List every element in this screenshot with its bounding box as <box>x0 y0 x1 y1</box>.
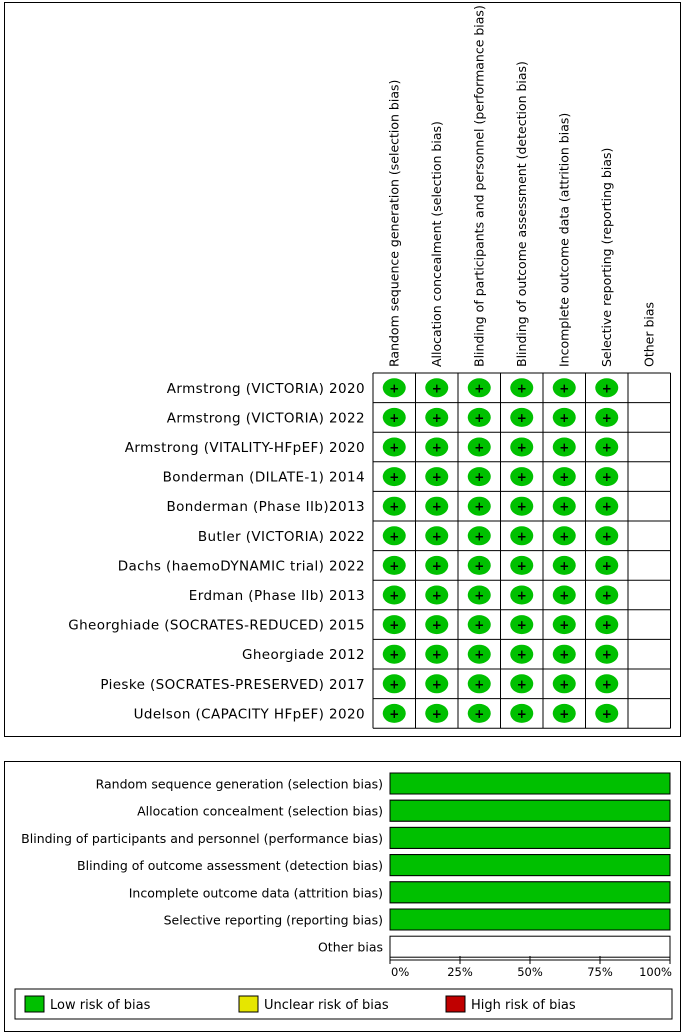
legend-label: Low risk of bias <box>50 998 151 1013</box>
legend-label: Unclear risk of bias <box>264 998 389 1013</box>
risk-cell-symbol: + <box>601 381 612 396</box>
risk-cell-symbol: + <box>389 706 400 721</box>
risk-cell-symbol: + <box>431 470 442 485</box>
bar-segment <box>390 909 670 930</box>
risk-cell-symbol: + <box>389 647 400 662</box>
risk-cell-symbol: + <box>474 588 485 603</box>
risk-cell-symbol: + <box>431 381 442 396</box>
risk-cell-symbol: + <box>601 647 612 662</box>
risk-cell-symbol: + <box>431 499 442 514</box>
risk-cell-symbol: + <box>474 470 485 485</box>
risk-cell-symbol: + <box>516 558 527 573</box>
risk-cell-symbol: + <box>601 470 612 485</box>
risk-cell-symbol: + <box>431 677 442 692</box>
study-label: Armstrong (VICTORIA) 2022 <box>166 410 365 427</box>
bar-segment <box>390 827 670 848</box>
risk-cell-symbol: + <box>516 529 527 544</box>
risk-cell-symbol: + <box>474 677 485 692</box>
legend-swatch <box>446 996 465 1012</box>
risk-cell-symbol: + <box>389 440 400 455</box>
column-header: Other bias <box>641 301 657 367</box>
risk-cell-symbol: + <box>516 647 527 662</box>
legend-swatch <box>25 996 44 1012</box>
bar-track <box>390 936 670 957</box>
risk-cell-symbol: + <box>601 677 612 692</box>
risk-cell-symbol: + <box>474 618 485 633</box>
study-label: Gheorghiade (SOCRATES-REDUCED) 2015 <box>68 617 365 634</box>
study-label: Dachs (haemoDYNAMIC trial) 2022 <box>117 558 365 575</box>
study-label: Gheorgiade 2012 <box>241 647 365 664</box>
risk-cell-symbol: + <box>389 558 400 573</box>
risk-cell-symbol: + <box>601 558 612 573</box>
bar-category-label: Blinding of participants and personnel (performance bias) <box>21 830 383 846</box>
summary-chart <box>5 3 682 738</box>
legend-label: High risk of bias <box>471 998 576 1013</box>
column-header: Incomplete outcome data (attrition bias) <box>556 112 572 367</box>
risk-cell-symbol: + <box>516 381 527 396</box>
risk-cell-symbol: + <box>474 647 485 662</box>
study-label: Butler (VICTORIA) 2022 <box>197 528 365 545</box>
risk-cell-symbol: + <box>559 558 570 573</box>
risk-cell-symbol: + <box>601 588 612 603</box>
bar-segment <box>390 882 670 903</box>
risk-cell-symbol: + <box>601 410 612 425</box>
risk-cell-symbol: + <box>516 706 527 721</box>
risk-cell-symbol: + <box>389 499 400 514</box>
risk-cell-symbol: + <box>559 618 570 633</box>
risk-cell-symbol: + <box>516 410 527 425</box>
risk-cell-symbol: + <box>431 706 442 721</box>
risk-cell-symbol: + <box>431 558 442 573</box>
risk-of-bias-graph <box>4 761 681 1032</box>
risk-cell-symbol: + <box>474 499 485 514</box>
risk-cell-symbol: + <box>474 410 485 425</box>
bar-category-label: Blinding of outcome assessment (detection bias) <box>77 858 383 874</box>
x-tick-label: 25% <box>447 965 473 979</box>
risk-cell-symbol: + <box>474 558 485 573</box>
column-header: Allocation concealment (selection bias) <box>428 121 444 367</box>
risk-cell-symbol: + <box>431 410 442 425</box>
risk-of-bias-summary <box>4 2 681 737</box>
risk-cell-symbol: + <box>474 440 485 455</box>
risk-cell-symbol: + <box>431 529 442 544</box>
risk-cell-symbol: + <box>389 529 400 544</box>
risk-cell-symbol: + <box>431 647 442 662</box>
risk-cell-symbol: + <box>559 410 570 425</box>
x-tick-label: 75% <box>587 965 613 979</box>
risk-cell-symbol: + <box>516 470 527 485</box>
bar-category-label: Incomplete outcome data (attrition bias) <box>128 885 383 901</box>
study-label: Bonderman (DILATE-1) 2014 <box>162 469 365 486</box>
bar-segment <box>390 855 670 876</box>
risk-cell-symbol: + <box>431 588 442 603</box>
x-tick-label: 0% <box>391 965 410 979</box>
study-label: Bonderman (Phase IIb)2013 <box>166 499 365 516</box>
risk-cell-symbol: + <box>601 706 612 721</box>
legend-swatch <box>239 996 258 1012</box>
risk-cell-symbol: + <box>389 381 400 396</box>
risk-cell-symbol: + <box>516 440 527 455</box>
risk-cell-symbol: + <box>431 618 442 633</box>
risk-cell-symbol: + <box>389 470 400 485</box>
risk-cell-symbol: + <box>601 529 612 544</box>
risk-cell-symbol: + <box>474 529 485 544</box>
study-label: Pieske (SOCRATES-PRESERVED) 2017 <box>100 676 365 693</box>
column-header: Random sequence generation (selection bias) <box>386 79 402 367</box>
risk-cell-symbol: + <box>389 677 400 692</box>
bar-category-label: Other bias <box>317 939 383 955</box>
risk-cell-symbol: + <box>559 647 570 662</box>
risk-cell-symbol: + <box>601 618 612 633</box>
risk-cell-symbol: + <box>559 706 570 721</box>
risk-cell-symbol: + <box>559 588 570 603</box>
risk-cell-symbol: + <box>516 499 527 514</box>
risk-cell-symbol: + <box>516 677 527 692</box>
risk-cell-symbol: + <box>559 677 570 692</box>
column-header: Blinding of participants and personnel (performance bias) <box>471 5 487 367</box>
x-tick-label: 100% <box>639 965 672 979</box>
risk-cell-symbol: + <box>559 529 570 544</box>
bar-category-label: Random sequence generation (selection bias) <box>95 776 383 792</box>
risk-cell-symbol: + <box>559 381 570 396</box>
risk-cell-symbol: + <box>474 381 485 396</box>
study-label: Armstrong (VICTORIA) 2020 <box>166 380 365 397</box>
risk-cell-symbol: + <box>389 618 400 633</box>
bar-chart <box>5 762 682 1033</box>
study-label: Udelson (CAPACITY HFpEF) 2020 <box>133 706 365 723</box>
risk-cell-symbol: + <box>389 588 400 603</box>
study-label: Erdman (Phase IIb) 2013 <box>188 588 365 604</box>
risk-cell-symbol: + <box>601 499 612 514</box>
risk-cell-symbol: + <box>516 618 527 633</box>
column-header: Selective reporting (reporting bias) <box>598 147 614 367</box>
bar-category-label: Selective reporting (reporting bias) <box>163 912 383 928</box>
risk-cell-symbol: + <box>431 440 442 455</box>
risk-cell-symbol: + <box>559 440 570 455</box>
bar-segment <box>390 800 670 821</box>
column-header: Blinding of outcome assessment (detection bias) <box>513 61 529 367</box>
risk-cell-symbol: + <box>474 706 485 721</box>
risk-cell-symbol: + <box>516 588 527 603</box>
risk-cell-symbol: + <box>601 440 612 455</box>
bar-category-label: Allocation concealment (selection bias) <box>137 803 383 819</box>
x-tick-label: 50% <box>517 965 543 979</box>
risk-cell-symbol: + <box>559 499 570 514</box>
risk-cell-symbol: + <box>389 410 400 425</box>
study-label: Armstrong (VITALITY-HFpEF) 2020 <box>124 440 365 456</box>
bar-segment <box>390 773 670 794</box>
risk-cell-symbol: + <box>559 470 570 485</box>
